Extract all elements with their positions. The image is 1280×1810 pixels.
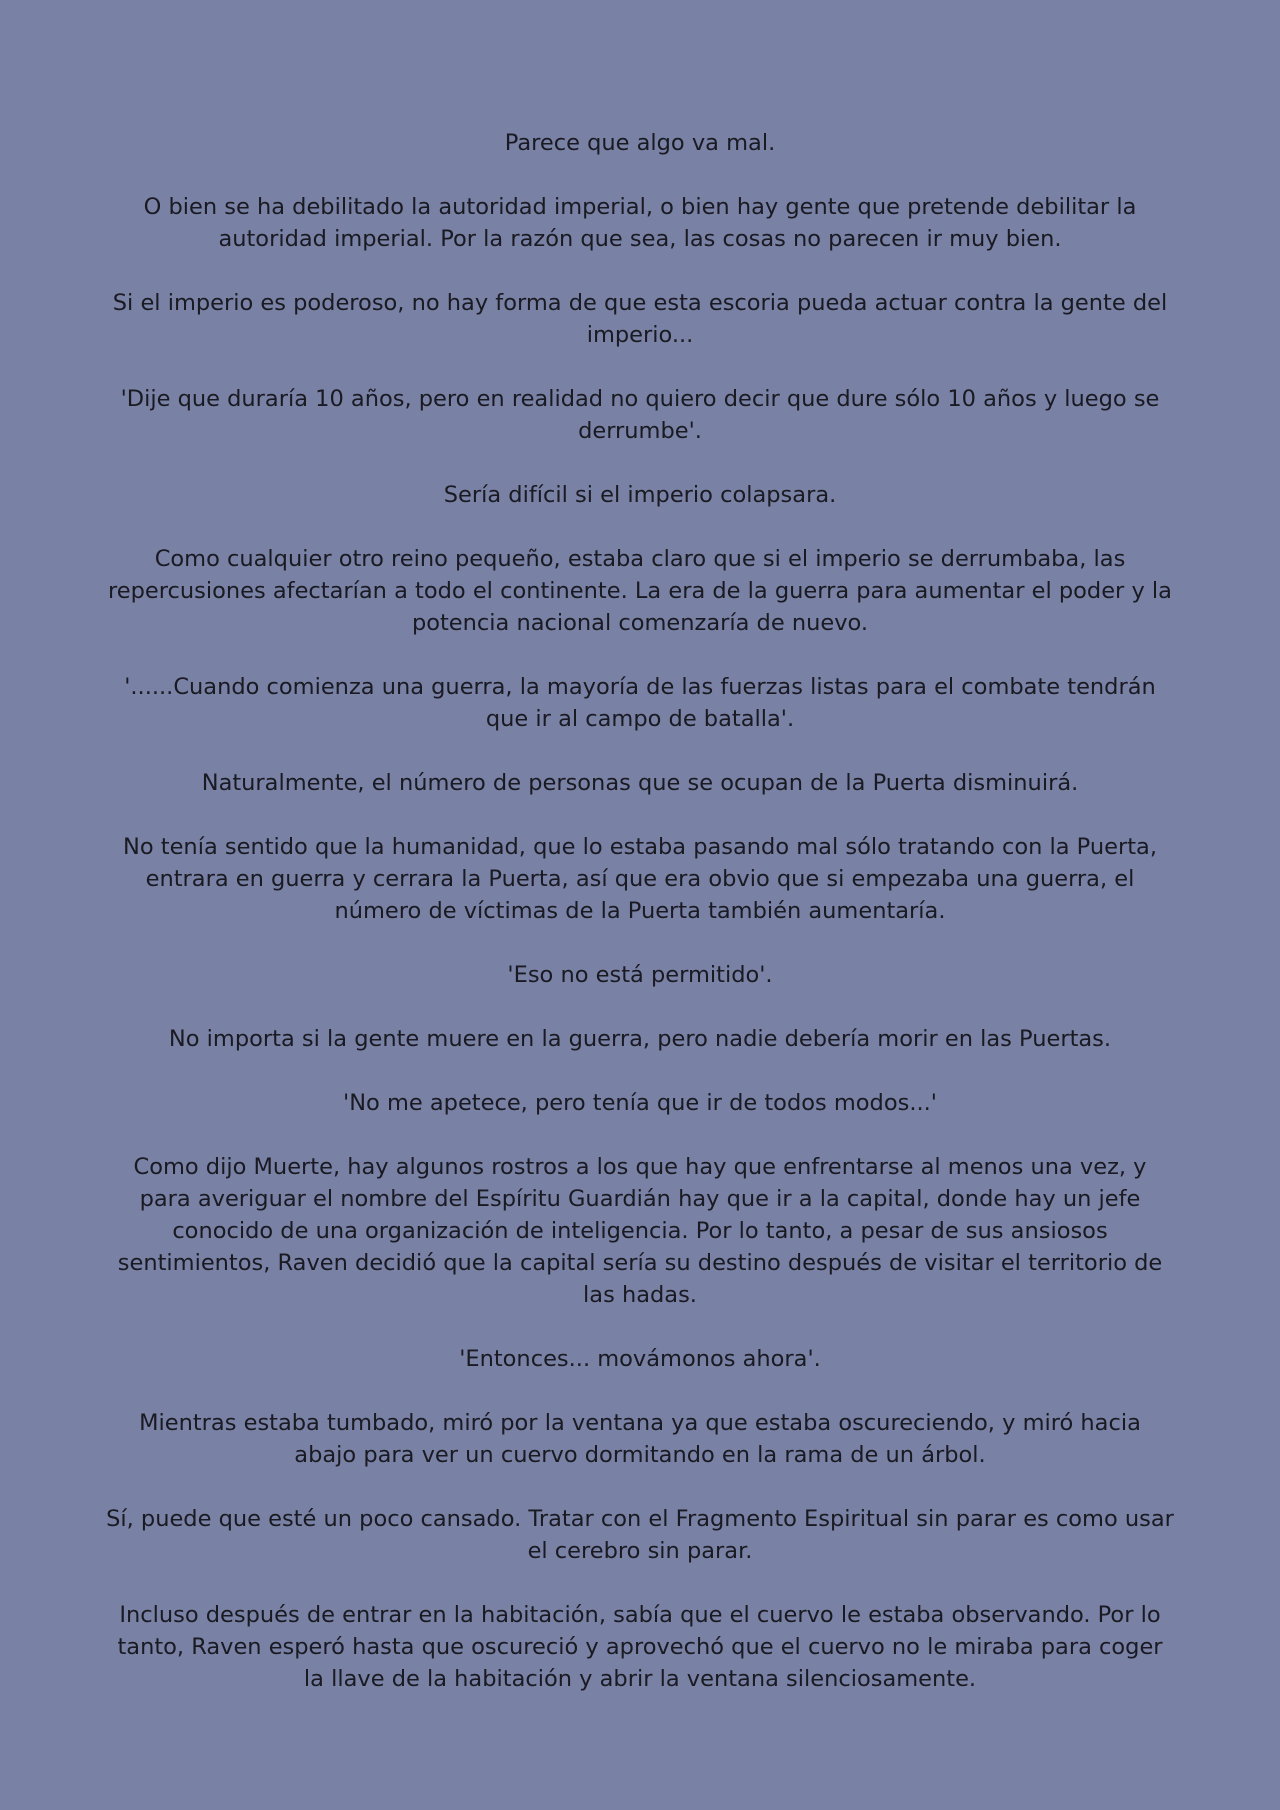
paragraph-1: Parece que algo va mal. xyxy=(504,130,776,156)
paragraph-4: 'Dije que duraría 10 años, pero en realidad no quiero decir que dure sólo 10 años y luego se derrumbe'. xyxy=(120,386,1160,444)
paragraph-5: Sería difícil si el imperio colapsara. xyxy=(443,482,837,508)
paragraph-9: No tenía sentido que la humanidad, que lo estaba pasando mal sólo tratando con la Puerta, entrara en guerra y cerrara la Puerta, así que era obvio que si empezaba una guerra, el número de víctimas de la Puerta también aumentaría. xyxy=(123,834,1157,924)
paragraph-12: 'No me apetece, pero tenía que ir de todos modos...' xyxy=(343,1090,937,1116)
paragraph-6: Como cualquier otro reino pequeño, estaba claro que si el imperio se derrumbaba, las repercusiones afectarían a todo el continente. La era de la guerra para aumentar el poder y la potencia nacional comenzaría de nuevo. xyxy=(108,546,1172,636)
paragraph-7: '......Cuando comienza una guerra, la mayoría de las fuerzas listas para el combate tendrán que ir al campo de batalla'. xyxy=(124,674,1156,732)
paragraph-13: Como dijo Muerte, hay algunos rostros a los que hay que enfrentarse al menos una vez, y para averiguar el nombre del Espíritu Guardián hay que ir a la capital, donde hay un jefe conocido de una organización de inteligencia. Por lo tanto, a pesar de sus ansiosos sentimientos, Raven decidió que la capital sería su destino después de visitar el territorio de las hadas. xyxy=(117,1154,1163,1308)
paragraph-3: Si el imperio es poderoso, no hay forma de que esta escoria pueda actuar contra la gente del imperio... xyxy=(112,290,1168,348)
paragraph-2: O bien se ha debilitado la autoridad imperial, o bien hay gente que pretende debilitar la autoridad imperial. Por la razón que sea, las cosas no parecen ir muy bien. xyxy=(143,194,1137,252)
paragraph-8: Naturalmente, el número de personas que se ocupan de la Puerta disminuirá. xyxy=(201,770,1079,796)
paragraph-16: Sí, puede que esté un poco cansado. Tratar con el Fragmento Espiritual sin parar es como usar el cerebro sin parar. xyxy=(106,1506,1174,1564)
paragraph-10: 'Eso no está permitido'. xyxy=(507,962,773,988)
paragraph-17: Incluso después de entrar en la habitación, sabía que el cuervo le estaba observando. Por lo tanto, Raven esperó hasta que oscureció y aprovechó que el cuervo no le miraba para coger la llave de la habitación y abrir la ventana silenciosamente. xyxy=(117,1602,1163,1692)
paragraph-15: Mientras estaba tumbado, miró por la ventana ya que estaba oscureciendo, y miró hacia abajo para ver un cuervo dormitando en la rama de un árbol. xyxy=(139,1410,1141,1468)
text-column xyxy=(106,127,1174,1695)
paragraph-14: 'Entonces... movámonos ahora'. xyxy=(459,1346,821,1372)
paragraph-11: No importa si la gente muere en la guerra, pero nadie debería morir en las Puertas. xyxy=(168,1026,1112,1052)
